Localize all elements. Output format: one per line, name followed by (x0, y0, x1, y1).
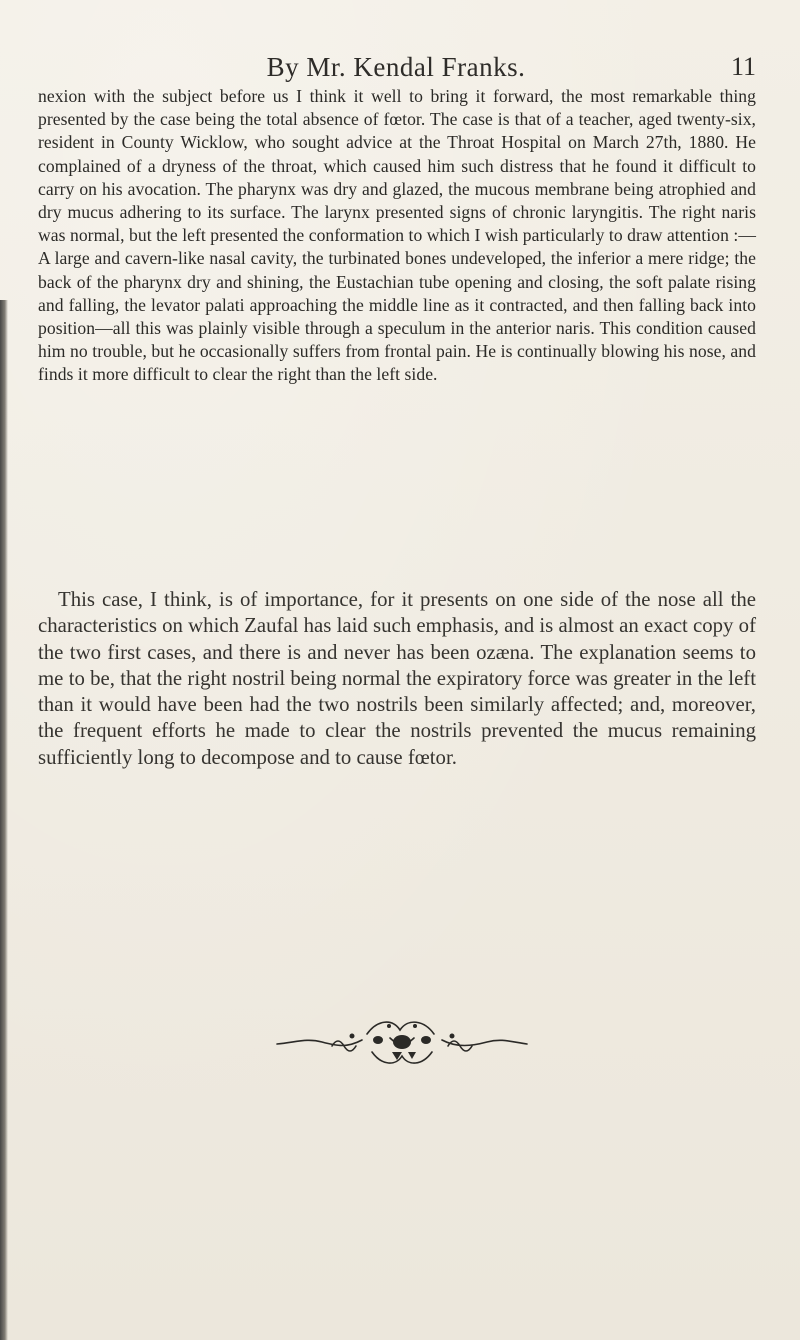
body-paragraph-1: nexion with the subject before us I think it well to bring it forward, the most remarkable thing presented by the case being the total absence of fœtor. The case is that of a teacher, aged twenty-six, resident in County Wicklow, who sought advice at the Throat Hospital on March 27th, 1880. He complained of a dryness of the throat, which caused him such distress that he found it difficult to carry on his avocation. The pharynx was dry and glazed, the mucous membrane being atrophied and dry mucus adhering to its surface. The larynx presented signs of chronic laryngitis. The right naris was normal, but the left presented the conformation to which I wish particularly to draw attention :—A large and cavern-like nasal cavity, the turbinated bones undeveloped, the inferior a mere ridge; the back of the pharynx dry and shining, the Eustachian tube opening and closing, the soft palate rising and falling, the levator palati approaching the middle line as it contracted, and then falling back into position—all this was plainly visible through a speculum in the anterior naris. This condition caused him no trouble, but he occasionally suffers from frontal pain. He is continually blowing his nose, and finds it more difficult to clear the right than the left side. (38, 86, 756, 385)
page-number: 11 (730, 52, 756, 81)
body-paragraph-2 (38, 587, 756, 771)
binding-edge (0, 300, 8, 1340)
running-title: By Mr. Kendal Franks. (266, 52, 526, 82)
tailpiece-ornament-icon (272, 1012, 532, 1072)
body-paragraph-2-text: This case, I think, is of importance, for it presents on one side of the nose all the characteristics on which Zaufal has laid such emphasis, and is almost an exact copy of the two first cases, and there is and never has been ozæna. The explanation seems to me to be, that the right nostril being normal the expiratory force was greater in the left than it would have been had the two nostrils been similarly affected; and, moreover, the frequent efforts he made to clear the nostrils prevented the mucus remaining sufficiently long to decompose and to cause fœtor. (38, 588, 756, 769)
